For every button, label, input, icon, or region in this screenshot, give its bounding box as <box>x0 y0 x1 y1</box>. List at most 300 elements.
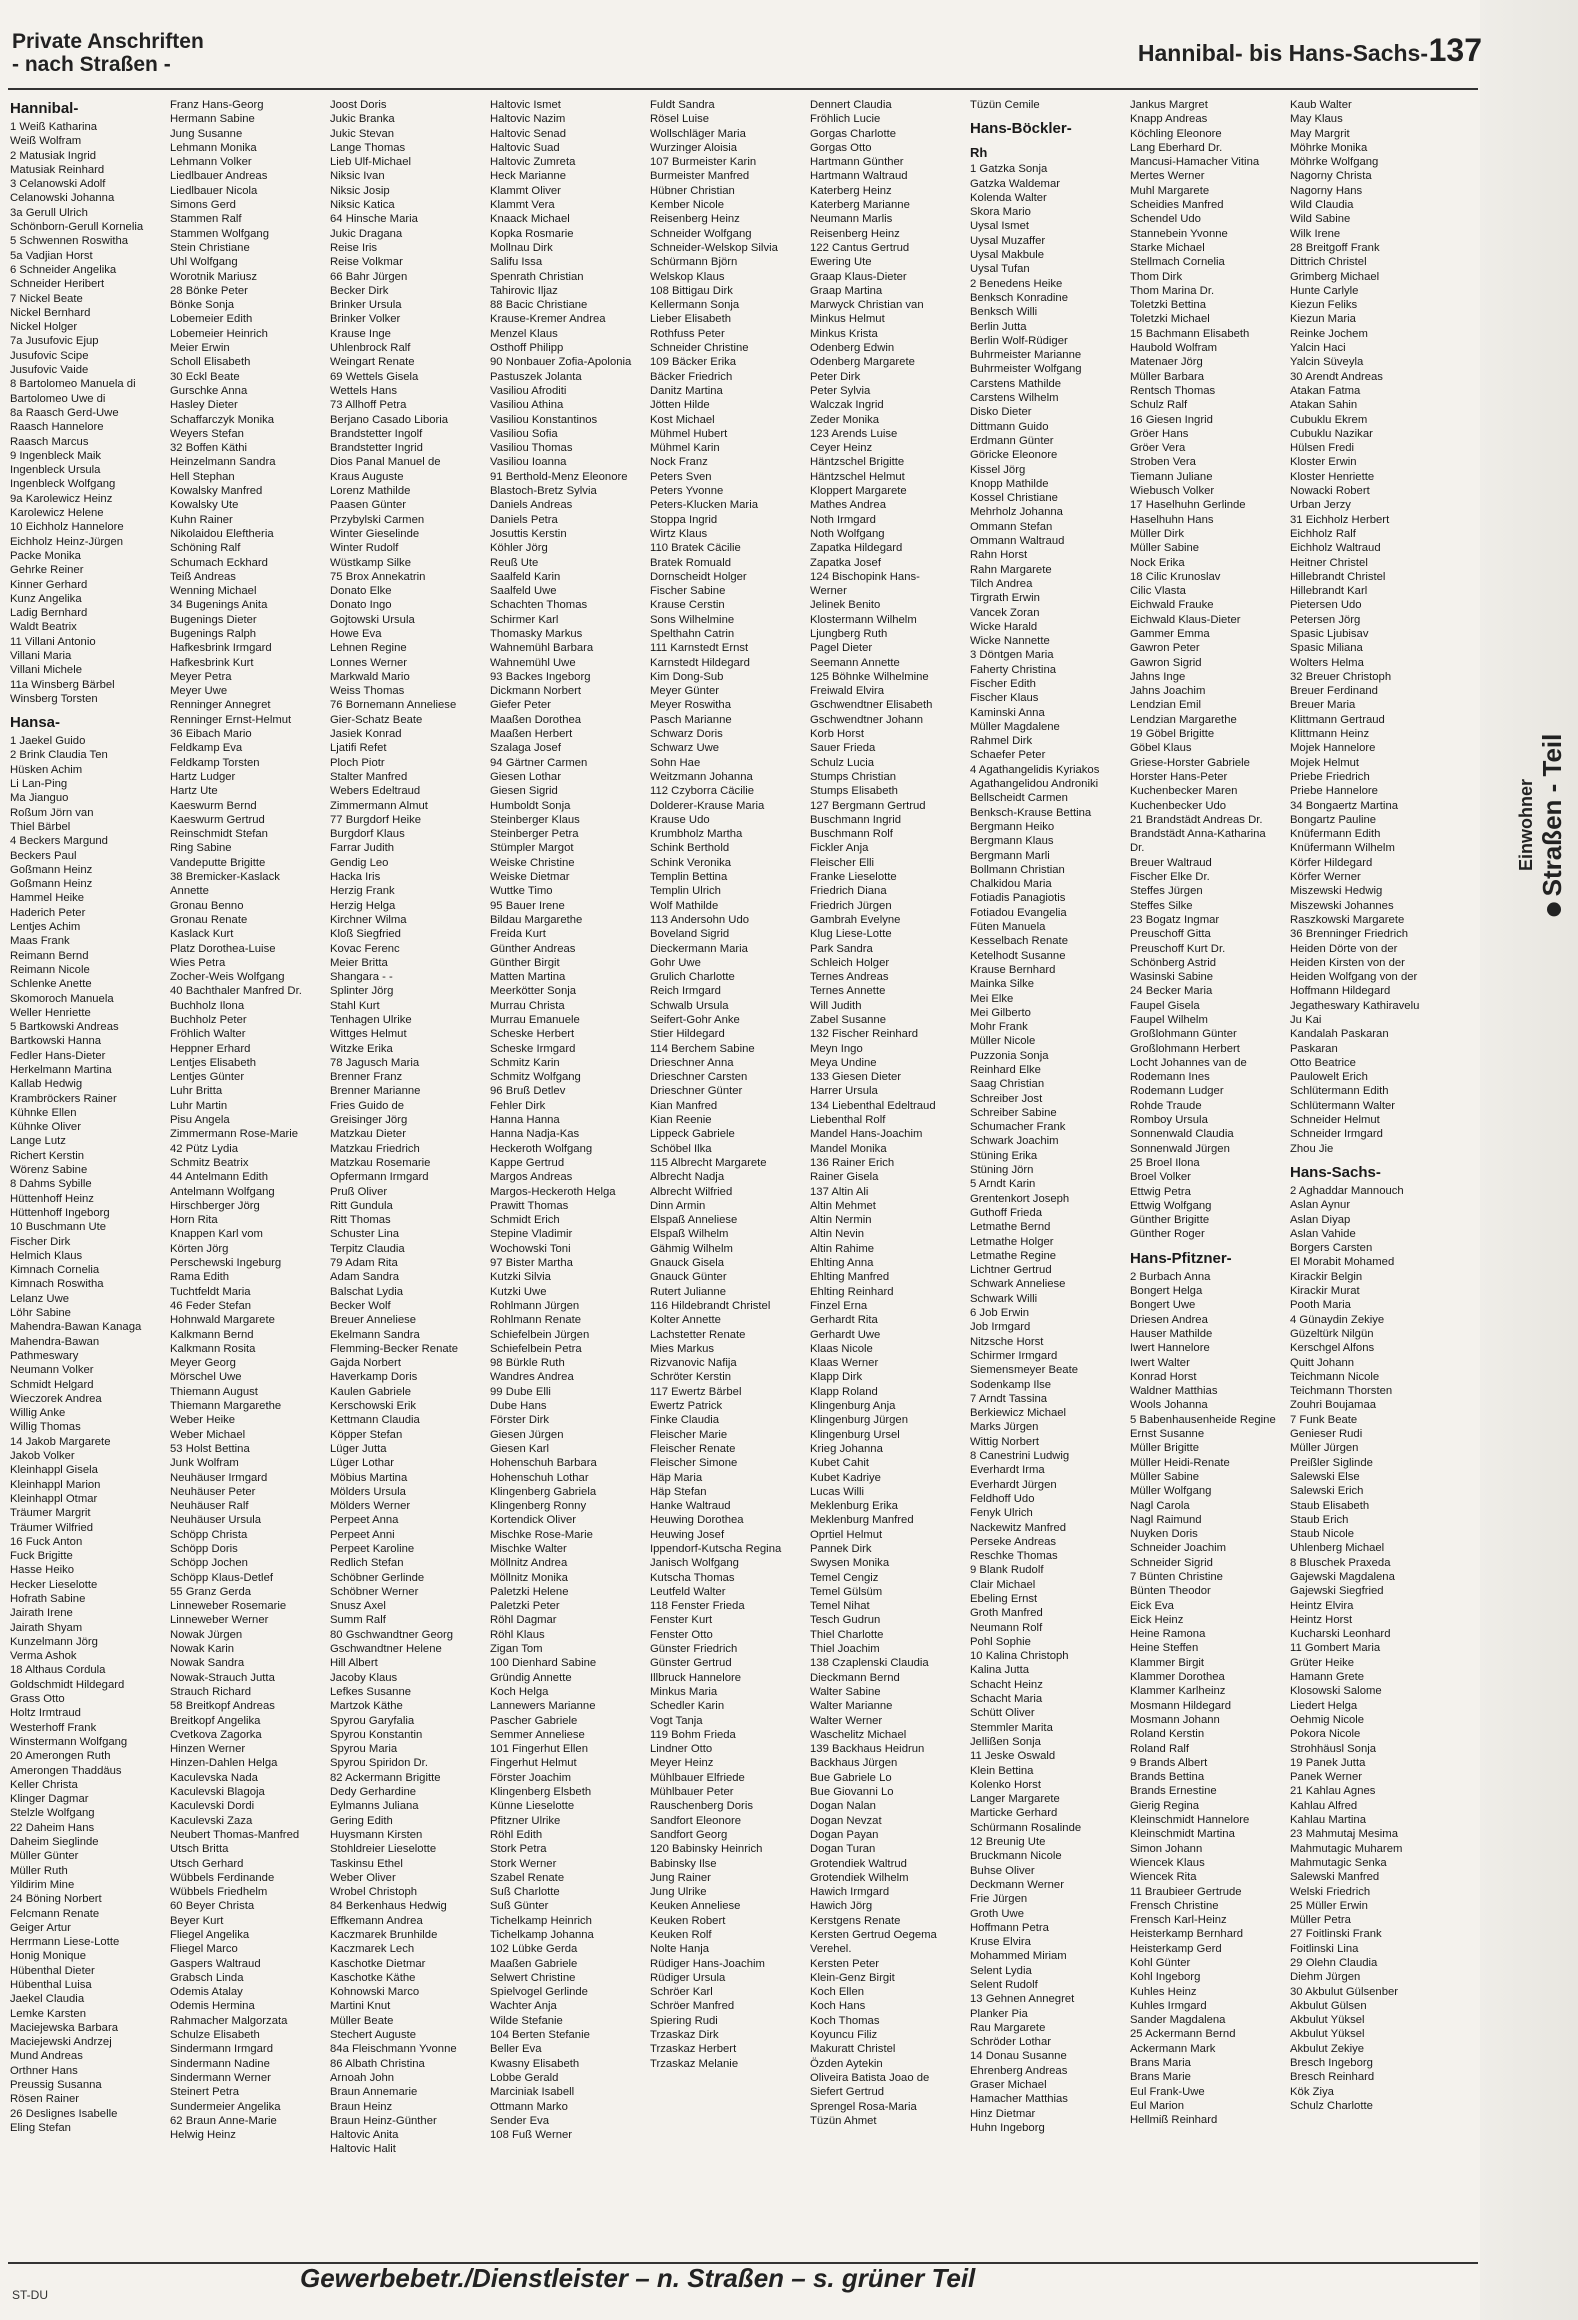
resident-entry: Stelzle Wolfgang <box>10 1807 95 1820</box>
resident-entry: Terpitz Claudia <box>330 1242 405 1255</box>
resident-entry: Krumbholz Martha <box>650 828 743 841</box>
resident-entry: Holtz Irmtraud <box>10 1707 81 1720</box>
resident-entry: 82 Ackermann Brigitte <box>330 1771 441 1784</box>
resident-entry: Lendzian Margarethe <box>1130 713 1237 726</box>
resident-entry: Schwalb Ursula <box>650 999 729 1012</box>
resident-entry: Neuhäuser Ursula <box>170 1514 262 1527</box>
resident-entry: Stahl Kurt <box>330 999 380 1012</box>
resident-entry: Hüttenhoff Ingeborg <box>10 1206 110 1219</box>
directory-column <box>650 98 806 2248</box>
resident-entry: Tahirovic Iljaz <box>490 284 558 297</box>
resident-entry: 127 Bergmann Gertrud <box>810 799 926 812</box>
resident-entry: Benksch Willi <box>970 306 1038 319</box>
resident-entry: Kök Ziya <box>1290 2085 1334 2098</box>
resident-entry: 94 Gärtner Carmen <box>490 756 588 769</box>
resident-entry: 27 Foitlinski Frank <box>1290 1928 1382 1941</box>
resident-entry: Lendzian Emil <box>1130 699 1201 712</box>
side-tab-main: Straßen - Teil <box>1537 733 1567 897</box>
resident-entry: Füten Manuela <box>970 921 1046 934</box>
resident-entry: Reschke Thomas <box>970 1550 1058 1563</box>
resident-entry: Ternes Annette <box>810 985 886 998</box>
resident-entry: Stroben Vera <box>1130 456 1196 469</box>
resident-entry: Ehrenberg Andreas <box>970 2064 1068 2077</box>
resident-entry: Sender Eva <box>490 2114 550 2127</box>
resident-entry: Mertes Werner <box>1130 170 1205 183</box>
resident-entry: Kühnke Ellen <box>10 1106 77 1119</box>
resident-entry: Opfermann Irmgard <box>330 1171 429 1184</box>
resident-entry: Schirmer Karl <box>490 613 559 626</box>
resident-entry: 117 Ewertz Bärbel <box>650 1385 742 1398</box>
resident-entry: Gorgas Charlotte <box>810 127 897 140</box>
resident-entry: Kaub Walter <box>1290 99 1352 111</box>
resident-entry: Altin Rahime <box>810 1242 875 1255</box>
resident-entry: Tiemann Juliane <box>1130 470 1213 483</box>
resident-entry: Müller Beate <box>330 2014 394 2027</box>
resident-entry: Siefert Gertrud <box>810 2086 885 2099</box>
resident-entry: Haubold Wolfram <box>1130 342 1218 355</box>
resident-entry: Sauer Frieda <box>810 742 876 755</box>
resident-entry: Thiel Joachim <box>810 1643 880 1656</box>
resident-entry: Schuster Lina <box>330 1228 400 1241</box>
resident-entry: Matten Martina <box>490 971 566 984</box>
resident-entry: Jung Susanne <box>170 127 243 140</box>
resident-entry: Gajda Norbert <box>330 1357 401 1370</box>
resident-entry: Liebenthal Rolf <box>810 1114 886 1127</box>
resident-entry: Stemmler Marita <box>970 1721 1053 1734</box>
resident-entry: Brans Maria <box>1130 2057 1191 2070</box>
resident-entry: Perpeet Karoline <box>330 1542 415 1555</box>
resident-entry: Job Irmgard <box>970 1321 1031 1334</box>
resident-entry: Kahlau Alfred <box>1290 1799 1358 1812</box>
resident-entry: Brandstetter Ingrid <box>330 442 423 455</box>
resident-entry: Wies Petra <box>170 956 226 969</box>
resident-entry: Klittmann Gertraud <box>1290 713 1385 726</box>
resident-entry: Suß Charlotte <box>490 1886 560 1899</box>
resident-entry: Eichholz Waltraud <box>1290 542 1381 555</box>
resident-entry: Schneider Christine <box>650 342 749 355</box>
resident-entry: Möllnitz Andrea <box>490 1557 568 1570</box>
resident-entry: Wrobel Christoph <box>330 1886 418 1899</box>
resident-entry: Ernst Susanne <box>1130 1428 1205 1441</box>
resident-entry: Schlütermann Walter <box>1290 1099 1396 1112</box>
resident-entry: Kirackir Murat <box>1290 1285 1360 1298</box>
resident-entry: Zapatka Josef <box>810 556 881 569</box>
resident-entry: Fischer Dirk <box>10 1235 71 1248</box>
resident-entry: Dickmann Norbert <box>490 685 582 698</box>
resident-entry: Breuer Ferdinand <box>1290 685 1378 698</box>
resident-entry: Huhn Ingeborg <box>970 2121 1045 2134</box>
resident-entry: Schröer Karl <box>650 1986 713 1999</box>
resident-entry: Dennert Claudia <box>810 99 892 111</box>
resident-entry: Mühmel Karin <box>650 442 720 455</box>
resident-entry: Gorgas Otto <box>810 141 872 154</box>
resident-entry: Reuß Ute <box>490 556 539 569</box>
resident-entry: Müller Günter <box>10 1850 79 1863</box>
resident-entry: Jairath Shyam <box>10 1621 83 1634</box>
resident-entry: Köpper Stefan <box>330 1428 403 1441</box>
resident-entry: Heppner Erhard <box>170 1042 251 1055</box>
resident-entry: Preuschoff Kurt Dr. <box>1130 942 1226 955</box>
resident-entry: Uysal Muzaffer <box>970 234 1046 247</box>
resident-entry: Haverkamp Doris <box>330 1371 418 1384</box>
resident-entry: Meerkötter Sonja <box>490 985 577 998</box>
resident-entry: Foitlinski Lina <box>1290 1942 1359 1955</box>
resident-entry: Großlohmann Herbert <box>1130 1042 1240 1055</box>
resident-entry: Schöpp Klaus-Detlef <box>170 1571 273 1584</box>
resident-entry: Kwasny Elisabeth <box>490 2057 580 2070</box>
resident-entry: Minkus Helmut <box>810 313 885 326</box>
resident-entry: 55 Granz Gerda <box>170 1585 252 1598</box>
resident-entry: Witzke Erika <box>330 1042 393 1055</box>
resident-entry: Disko Dieter <box>970 406 1032 419</box>
resident-entry: Katerberg Marianne <box>810 199 910 212</box>
resident-entry: El Morabit Mohamed <box>1290 1256 1395 1269</box>
resident-entry: Uysal Tufan <box>970 263 1030 276</box>
resident-entry: Villani Maria <box>10 649 72 662</box>
resident-entry: Wettels Hans <box>330 384 397 397</box>
resident-entry: Heisterkamp Bernhard <box>1130 1928 1244 1941</box>
resident-entry: Hofrath Sabine <box>10 1592 86 1605</box>
resident-entry: Gawron Peter <box>1130 642 1200 655</box>
resident-entry: Otto Beatrice <box>1290 1056 1356 1069</box>
resident-entry: Möhrke Wolfgang <box>1290 156 1379 169</box>
resident-entry: Pastuszek Jolanta <box>490 370 582 383</box>
resident-entry: Hartmann Waltraud <box>810 170 908 183</box>
resident-entry: Wirtz Klaus <box>650 527 708 540</box>
resident-entry: Grimberg Michael <box>1290 270 1380 283</box>
resident-entry: Jaekel Claudia <box>10 1993 85 2006</box>
resident-entry: Trzaskaz Dirk <box>650 2029 719 2042</box>
resident-entry: Kleinschmidt Hannelore <box>1130 1814 1250 1827</box>
resident-entry: Kimnach Roswitha <box>10 1278 104 1291</box>
resident-entry: Makuratt Christel <box>810 2043 896 2056</box>
resident-entry: Pascher Gabriele <box>490 1714 578 1727</box>
resident-entry: Haltovic Zumreta <box>490 156 576 169</box>
resident-entry: Schirmer Irmgard <box>970 1349 1058 1362</box>
resident-entry: 108 Bittigau Dirk <box>650 284 733 297</box>
resident-entry: 53 Holst Bettina <box>170 1442 250 1455</box>
resident-entry: Finke Claudia <box>650 1414 720 1427</box>
resident-entry: Nolte Hanja <box>650 1943 710 1956</box>
resident-entry: Klein-Genz Birgit <box>810 1971 895 1984</box>
resident-entry: Ehlting Anna <box>810 1257 874 1270</box>
resident-entry: Wuttke Timo <box>490 885 553 898</box>
resident-entry: Drieschner Anna <box>650 1056 734 1069</box>
resident-entry: Ritt Thomas <box>330 1214 391 1227</box>
section-heading <box>12 30 204 76</box>
resident-entry: Wolters Helma <box>1290 656 1364 669</box>
resident-entry: Kraus Auguste <box>330 470 404 483</box>
resident-entry: Herkelmann Martina <box>10 1064 112 1076</box>
resident-entry: Miszewski Johannes <box>1290 899 1394 912</box>
resident-entry: Jukic Stevan <box>330 127 395 140</box>
resident-entry: Vandeputte Brigitte <box>170 856 266 869</box>
resident-entry: Dieckmann Bernd <box>810 1671 900 1684</box>
resident-entry: Gojtowski Ursula <box>330 613 415 626</box>
resident-entry: Pohl Sophie <box>970 1635 1031 1648</box>
resident-entry: Lemke Karsten <box>10 2007 86 2020</box>
resident-entry: Josuttis Kerstin <box>490 527 567 540</box>
resident-entry: Weber Heike <box>170 1414 236 1427</box>
resident-entry: Zapatka Hildegard <box>810 542 903 555</box>
resident-entry: Werner <box>810 585 847 598</box>
resident-entry: 1 Weiß Katharina <box>10 121 98 133</box>
resident-entry: Brandstetter Ingolf <box>330 427 423 440</box>
resident-entry: Knüfermann Wilhelm <box>1290 842 1395 855</box>
resident-entry: Quitt Johann <box>1290 1356 1355 1369</box>
resident-entry: Grulich Charlotte <box>650 971 735 984</box>
resident-entry: Schreiber Jost <box>970 1092 1043 1105</box>
resident-entry: Körfer Hildegard <box>1290 856 1373 869</box>
resident-entry: 139 Backhaus Heidrun <box>810 1743 925 1756</box>
resident-entry: Bugenings Dieter <box>170 613 257 626</box>
resident-entry: Lentjes Elisabeth <box>170 1056 257 1069</box>
resident-entry: Kaminski Anna <box>970 706 1045 719</box>
resident-entry: Walter Sabine <box>810 1685 881 1698</box>
resident-entry: Giesen Jürgen <box>490 1428 564 1441</box>
resident-entry: Hohnwald Margarete <box>170 1314 275 1327</box>
resident-entry: Ritt Gundula <box>330 1199 393 1212</box>
resident-entry: 10 Kalina Christoph <box>970 1650 1069 1663</box>
resident-entry: Kaczmarek Lech <box>330 1943 415 1956</box>
header-rule <box>8 88 1478 90</box>
resident-entry: Ljatifi Refet <box>330 742 387 755</box>
resident-entry: Perschewski Ingeburg <box>170 1257 282 1270</box>
resident-entry: Kruse Elvira <box>970 1936 1031 1949</box>
resident-entry: 21 Kahlau Agnes <box>1290 1785 1376 1798</box>
resident-entry: Adam Sandra <box>330 1271 400 1284</box>
resident-entry: Kiezun Feliks <box>1290 299 1358 312</box>
resident-entry: Webers Edeltraud <box>330 785 421 798</box>
resident-entry: Uhl Wolfgang <box>170 256 238 269</box>
resident-entry: Toletzki Michael <box>1130 313 1210 326</box>
resident-entry: 124 Bischopink Hans- <box>810 570 920 583</box>
resident-entry: Mahendra-Bawan <box>10 1335 100 1348</box>
resident-entry: Benksch Konradine <box>970 291 1068 304</box>
resident-entry: Braun Heinz-Günther <box>330 2114 437 2127</box>
resident-entry: Wicke Harald <box>970 620 1038 633</box>
resident-entry: Fliegel Angelika <box>170 1929 250 1941</box>
street-range-label: Hannibal- bis Hans-Sachs- <box>1137 40 1428 66</box>
resident-entry: Akbulut Yüksel <box>1290 2028 1365 2041</box>
resident-entry: Mainka Silke <box>970 978 1035 991</box>
resident-entry: Locht Johannes van de <box>1130 1056 1247 1069</box>
resident-entry: 38 Bremicker-Kaslack <box>170 871 280 884</box>
resident-entry: Petersen Jörg <box>1290 613 1361 626</box>
resident-entry: Meyer Roswitha <box>650 699 731 712</box>
resident-entry: Koch Hans <box>810 2000 866 2013</box>
resident-entry: 5 Arndt Karin <box>970 1178 1036 1191</box>
resident-entry: 113 Andersohn Udo <box>650 913 750 926</box>
resident-entry: Murrau Christa <box>490 999 565 1012</box>
resident-entry: Friedrich Diana <box>810 885 887 898</box>
resident-entry: Hanna Nadja-Kas <box>490 1128 580 1141</box>
resident-entry: Özden Aytekin <box>810 2057 883 2070</box>
resident-entry: Jukic Dragana <box>330 227 403 240</box>
resident-entry: Wollschläger Maria <box>650 127 746 140</box>
resident-entry: 3a Gerull Ulrich <box>10 206 88 219</box>
resident-entry: Wahnemühl Uwe <box>490 656 576 669</box>
resident-entry: Günster Gertrud <box>650 1657 732 1670</box>
resident-entry: Breuer Anneliese <box>330 1314 417 1327</box>
resident-entry: Taskinsu Ethel <box>330 1857 403 1870</box>
resident-entry: Letmathe Bernd <box>970 1221 1051 1234</box>
directory-column <box>810 98 966 2248</box>
resident-entry: Beyer Kurt <box>170 1914 224 1927</box>
resident-entry: Hartmann Günther <box>810 156 904 169</box>
resident-entry: Gerhardt Rita <box>810 1314 878 1327</box>
resident-entry: Künne Lieselotte <box>490 1800 575 1813</box>
resident-entry: Utsch Britta <box>170 1843 229 1856</box>
resident-entry: 80 Gschwandtner Georg <box>330 1628 454 1641</box>
resident-entry: Fröhlich Walter <box>170 1028 246 1041</box>
resident-entry: Gajewski Magdalena <box>1290 1570 1395 1583</box>
resident-entry: Kersten Gertrud Oegema <box>810 1929 937 1941</box>
resident-entry: Jusufovic Scipe <box>10 349 89 362</box>
resident-entry: Stechert Auguste <box>330 2029 417 2042</box>
resident-entry: Wolf Mathilde <box>650 899 719 912</box>
resident-entry: Matusiak Reinhard <box>10 163 105 176</box>
resident-entry: 19 Göbel Brigitte <box>1130 728 1215 741</box>
resident-entry: Haltovic Senad <box>490 127 566 140</box>
resident-entry: 138 Czaplenski Claudia <box>810 1657 929 1670</box>
resident-entry: Zocher-Weis Wolfgang <box>170 971 285 984</box>
resident-entry: Schneider Heribert <box>10 278 105 291</box>
resident-entry: Ploch Piotr <box>330 756 385 769</box>
resident-entry: Schürmann Björn <box>650 256 738 269</box>
resident-entry: Faherty Christina <box>970 663 1057 676</box>
resident-entry: Rahn Margarete <box>970 563 1052 576</box>
resident-entry: Thiemann August <box>170 1385 258 1398</box>
resident-entry: Lachstetter Renate <box>650 1328 746 1341</box>
resident-entry: Koyuncu Filiz <box>810 2029 878 2042</box>
resident-entry: Kellermann Sonja <box>650 299 740 312</box>
resident-entry: Daheim Sieglinde <box>10 1836 99 1849</box>
resident-entry: Kimnach Cornelia <box>10 1264 100 1277</box>
resident-entry: Müller Barbara <box>1130 370 1205 383</box>
resident-entry: Stork Petra <box>490 1843 547 1856</box>
resident-entry: Graap Martina <box>810 284 883 297</box>
resident-entry: Breuer Waltraud <box>1130 856 1212 869</box>
resident-entry: Kiezun Maria <box>1290 313 1356 326</box>
page-number: 137 <box>1428 32 1482 68</box>
resident-entry: Saag Christian <box>970 1078 1045 1091</box>
resident-entry: 8 Bluschek Praxeda <box>1290 1556 1391 1569</box>
resident-entry: Heintz Horst <box>1290 1613 1353 1626</box>
resident-entry: Lefkes Susanne <box>330 1685 412 1698</box>
resident-entry: 10 Buschmann Ute <box>10 1221 107 1234</box>
resident-entry: Lang Eberhard Dr. <box>1130 141 1223 154</box>
resident-entry: Utsch Gerhard <box>170 1857 244 1870</box>
resident-entry: Hunte Carlyle <box>1290 284 1359 297</box>
resident-entry: Herrmann Liese-Lotte <box>10 1936 120 1949</box>
resident-entry: 11a Winsberg Bärbel <box>10 678 115 691</box>
resident-entry: Letmathe Regine <box>970 1249 1057 1262</box>
resident-entry: Fleischer Marie <box>650 1428 728 1441</box>
resident-entry: Peter Dirk <box>810 370 861 383</box>
resident-entry: Wittges Helmut <box>330 1028 407 1041</box>
resident-entry: Thom Marina Dr. <box>1130 284 1215 297</box>
resident-entry: Albrecht Wilfried <box>650 1185 733 1198</box>
resident-entry: Müller Jürgen <box>1290 1442 1359 1455</box>
resident-entry: 19 Panek Jutta <box>1290 1756 1366 1769</box>
resident-entry: Mohr Frank <box>970 1021 1028 1034</box>
resident-entry: Ehlting Manfred <box>810 1271 890 1284</box>
resident-entry: Buhrmeister Wolfgang <box>970 363 1082 376</box>
resident-entry: Schneider Irmgard <box>1290 1128 1383 1141</box>
resident-entry: Flemming-Becker Renate <box>330 1342 459 1355</box>
resident-entry: Cvetkova Zagorka <box>170 1728 262 1741</box>
resident-entry: Müller Brigitte <box>1130 1442 1200 1455</box>
resident-entry: 123 Arends Luise <box>810 427 898 440</box>
resident-entry: Cubuklu Ekrem <box>1290 413 1368 426</box>
resident-entry: Rüdiger Hans-Joachim <box>650 1957 765 1970</box>
resident-entry: Ma Jianguo <box>10 792 69 805</box>
resident-entry: Helmich Klaus <box>10 1249 83 1262</box>
resident-entry: 42 Pütz Lydia <box>170 1142 239 1155</box>
resident-entry: Starke Michael <box>1130 241 1205 254</box>
resident-entry: 7 Funk Beate <box>1290 1413 1358 1426</box>
resident-entry: Schöbner Gerlinde <box>330 1571 425 1584</box>
resident-entry: Nowak Karin <box>170 1643 235 1656</box>
resident-entry: Jahns Inge <box>1130 670 1186 683</box>
resident-entry: Spyrou Spiridon Dr. <box>330 1757 428 1770</box>
resident-entry: Stumps Christian <box>810 770 897 783</box>
resident-entry: Hinz Dietmar <box>970 2107 1036 2120</box>
resident-entry: Langer Margarete <box>970 1793 1060 1806</box>
resident-entry: Klingenburg Ursel <box>810 1428 900 1441</box>
resident-entry: Graap Klaus-Dieter <box>810 270 907 283</box>
street-heading: Hannibal- <box>10 100 79 117</box>
resident-entry: Klittmann Heinz <box>1290 728 1370 741</box>
resident-entry: Kim Dong-Sub <box>650 670 724 683</box>
resident-entry: Liedlbauer Nicola <box>170 184 258 197</box>
resident-entry: Ommann Waltraud <box>970 535 1065 548</box>
resident-entry: Tüzün Ahmet <box>810 2114 877 2127</box>
resident-entry: Lobemeier Edith <box>170 313 253 326</box>
resident-entry: Günther Birgit <box>490 956 560 969</box>
resident-entry: Marticke Gerhard <box>970 1807 1058 1820</box>
resident-entry: Heiden Dörte von der <box>1290 942 1398 955</box>
resident-entry: Kappe Gertrud <box>490 1156 565 1169</box>
resident-entry: Müller Sabine <box>1130 1470 1200 1483</box>
resident-entry: Gschwendtner Johann <box>810 713 924 726</box>
resident-entry: Nowacki Robert <box>1290 485 1370 498</box>
resident-entry: Lelanz Uwe <box>10 1292 70 1305</box>
resident-entry: Selent Rudolf <box>970 1979 1038 1991</box>
resident-entry: Kortendick Oliver <box>490 1514 577 1527</box>
resident-entry: Schacht Maria <box>970 1693 1043 1706</box>
resident-entry: Rösen Rainer <box>10 2093 80 2106</box>
resident-entry: Staub Nicole <box>1290 1528 1355 1541</box>
resident-entry: Bongert Helga <box>1130 1285 1203 1298</box>
resident-entry: Kahlau Martina <box>1290 1814 1366 1827</box>
resident-entry: Roland Ralf <box>1130 1742 1190 1755</box>
resident-entry: Klosowski Salome <box>1290 1685 1382 1698</box>
resident-entry: Hafkesbrink Kurt <box>170 656 254 669</box>
resident-entry: Suß Günter <box>490 1900 549 1913</box>
resident-entry: Hartz Ute <box>170 785 218 798</box>
resident-entry: Jankus Margret <box>1130 99 1208 111</box>
resident-entry: Priebe Hannelore <box>1290 785 1378 798</box>
resident-entry: Bue Gabriele Lo <box>810 1771 892 1784</box>
resident-entry: Ottmann Marko <box>490 2100 568 2113</box>
resident-entry: Haltovic Ismet <box>490 99 561 111</box>
resident-entry: Rüdiger Ursula <box>650 1971 726 1984</box>
resident-entry: Kowalsky Manfred <box>170 485 263 498</box>
resident-entry: Nagl Carola <box>1130 1499 1190 1512</box>
resident-entry: Braun Heinz <box>330 2100 393 2113</box>
